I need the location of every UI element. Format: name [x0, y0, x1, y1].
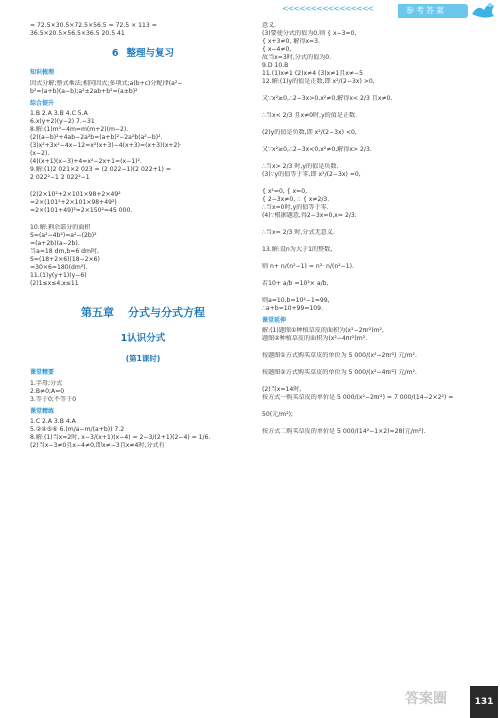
section-tag: 知识梳理	[30, 69, 55, 77]
text-line: 8.解:(1)当x=2时, x−3/(x+1)(x−4) = 2−3/(2+1)(2−4) = 1/6.	[30, 433, 211, 441]
text-line: { x−4≠0,	[262, 46, 292, 53]
header-chevrons: <<<<<<<<<<<<<<<<	[282, 4, 374, 13]
text-line: 意义.	[262, 22, 277, 29]
spacer	[262, 103, 476, 112]
text-line: =2×(101+49)²=2×150²=45 000.	[30, 206, 133, 214]
text-line: =2×(101²+2×101×98+49²)	[30, 198, 117, 206]
heading-number: 第五章	[81, 305, 114, 319]
text-line: 10.解:剩余部分的面积	[30, 223, 91, 231]
text-line: (3)要使分式的值为0,则 { x−3=0,	[262, 30, 357, 37]
page-number: 131	[470, 686, 498, 718]
text-line: 36.5×20.5×56.5×36.5 20.5 41	[30, 30, 125, 37]
left-column	[30, 22, 256, 450]
text-line: 11.(1)y(y+1)(y−6)	[30, 271, 87, 279]
text-line: { 2−3x≠0, ∴ { x≠2/3.	[262, 196, 330, 203]
spacer	[262, 86, 476, 95]
text-line: (2)2×10²+2×101×98+2×49²	[30, 190, 121, 198]
section-heading	[30, 333, 256, 344]
text-line: 1.C 2.A 3.B 4.A	[30, 417, 76, 425]
spacer	[262, 137, 476, 146]
section-tag: 综合提升	[30, 99, 55, 107]
text-line: 9.解:(1)2 021×2 023 = (2 022−1)(2 022+1) =	[30, 165, 171, 173]
section-tag: 课堂精练	[30, 407, 55, 415]
spacer	[30, 215, 256, 224]
chapter-heading	[30, 306, 256, 319]
text-line: 又∵x²≥0,∴2−3x<0,x²≠0,解得x> 2/3.	[262, 146, 372, 153]
text-line: 1.字母;分式	[30, 379, 63, 387]
text-line: 解:(1)题图①种植草皮的面积为(x²−2πr²)m²,	[262, 327, 384, 335]
heading-title: 整理与复习	[126, 48, 175, 59]
text-line: 6.x(y+2)(y−2) 7.−31	[30, 117, 95, 125]
splash-logo-icon	[470, 0, 496, 20]
section-heading	[30, 48, 256, 59]
spacer	[262, 254, 476, 263]
text-line: (3)x²+3x²−4x−12=x²(x+3)−4(x+3)=(x+3)(x+2)·	[30, 141, 182, 149]
text-line: 2.B≠0;A=0	[30, 387, 65, 395]
text-line: ∴当x< 2/3 且x≠0时,y的值是正数.	[262, 112, 358, 119]
text-line: 3.等于0;不等于0	[30, 395, 77, 403]
text-line: { x²=0, { x=0,	[262, 188, 308, 195]
spacer	[262, 179, 476, 188]
lesson-subtitle: (第1课时)	[125, 354, 161, 364]
text-line: 12.解:(1)y的值是正数,即 x²/(2−3x) >0,	[262, 78, 375, 85]
text-line: 题图②种植草皮的面积为(x²−4πr²)m².	[262, 335, 368, 343]
text-line: (x−2).	[30, 149, 50, 157]
text-line: ∴当x> 2/3 时,y的值是负数.	[262, 163, 339, 170]
spacer	[262, 120, 476, 129]
text-line: ∴当x=0时,y的值等于零.	[262, 204, 329, 211]
text-line: 若10+ a/b =10²× a/b,	[262, 280, 329, 287]
text-line: S=(18+2×6)(18−2×6)	[30, 255, 100, 263]
text-line: 5.②④⑤⑥ 6.(m/a−m/(a+b)) 7.2	[30, 425, 125, 433]
text-line: 按题图②方式购买草皮的单价为 5 000/(x²−4πr²) 元/m².	[262, 369, 417, 377]
header-badge: 参考答案	[398, 4, 468, 18]
text-line: (2)(a−b)²+4ab−2a²b=(a+b)²−2a²b(a²−b)².	[30, 133, 163, 141]
text-line: b²=(a+b)(a−b);a²±2ab+b²=(a±b)²	[30, 87, 138, 95]
text-line: 按题图①方式购买草皮的单价为 5 000/(x²−2πr²) 元/m².	[262, 352, 417, 360]
text-line: 2 022²−1 2 022²−1	[30, 173, 90, 181]
spacer	[262, 271, 476, 280]
spacer	[262, 360, 476, 369]
heading-title: 认识分式	[127, 332, 166, 344]
text-line: { x+3≠0, 解得x=3.	[262, 38, 320, 45]
text-line: (2)当x−3≠0且x−4≠0,即x≠−3且x≠4时,分式有	[30, 441, 165, 449]
text-line: (2)y的值是负数,即 x²/(2−3x) <0,	[262, 129, 357, 136]
text-line: (4)(x+1)(x−3)+4=x²−2x+1=(x−1)².	[30, 157, 142, 165]
watermark: 答案圈	[405, 691, 447, 707]
text-line: ∴当x= 2/3 时,分式无意义.	[262, 229, 335, 236]
text-line: 则a=10,b=10²−1=99,	[262, 297, 330, 304]
text-line: (3)∵y的值等于零,即 x²/(2−3x) =0,	[262, 171, 361, 178]
spacer	[262, 154, 476, 163]
text-line: 8.解:(1)m³−4m=m(m+2)(m−2).	[30, 125, 129, 133]
spacer	[262, 343, 476, 352]
text-line: 因式分解;整式乘法;相同因式;多项式;a(b+c)分配律(a²−	[30, 79, 183, 87]
text-line: (2)当x=14时,	[262, 386, 302, 394]
text-line: 故当x=3时,分式的值为0.	[262, 54, 332, 61]
text-line: = 72.5×30.5×72.5×56.5 = 72.5 × 113 =	[30, 22, 157, 29]
spacer	[30, 182, 256, 191]
heading-number: 1	[120, 332, 128, 344]
spacer	[262, 288, 476, 297]
text-line: (2)1≤x≤4,x≤11	[30, 279, 79, 287]
text-line: 又∵x²≥0,∴2−3x>0,x²≠0,解得x< 2/3 且x≠0.	[262, 95, 393, 102]
text-line: (4)∵根据题意,得2−3x=0,x= 2/3.	[262, 212, 357, 219]
text-line: ∴a+b=10+99=109.	[262, 305, 323, 312]
spacer	[262, 377, 476, 386]
text-line: 13.解:设n为大于1的整数,	[262, 246, 333, 253]
text-line: 9.D 10.B	[262, 62, 289, 69]
text-line: 1.B 2.A 3.B 4.C 5.A	[30, 109, 88, 117]
spacer	[262, 419, 476, 428]
spacer	[262, 220, 476, 229]
text-line: 11.(1)x≠1 (2)x≠4 (3)x≠1且x≠−5	[262, 70, 364, 77]
text-line: 则 n+ n/(n²−1) = n²· n/(n²−1).	[262, 263, 354, 270]
text-line: =30×6=180(dm²).	[30, 263, 88, 271]
section-tag: 课堂精要	[30, 369, 55, 377]
text-line: 当a=18 dm,b=6 dm时,	[30, 247, 99, 255]
text-line: 50(元/m²);	[262, 411, 294, 419]
text-line: 按方式一购买草皮的单价是 5 000/(x²−2πr²) = 7 000/(14−2×2²) =	[262, 394, 454, 402]
right-column	[262, 22, 476, 436]
text-line: 按方式二购买草皮的单价是 5 000/(14²−1×2)≈28(元/m²).	[262, 428, 426, 436]
text-line: =(a+2b)(a−2b).	[30, 239, 80, 247]
section-tag: 课堂延伸	[262, 317, 287, 324]
spacer	[262, 237, 476, 246]
heading-number: 6	[111, 48, 119, 59]
heading-title: 分式与分式方程	[128, 305, 205, 319]
spacer	[262, 402, 476, 411]
text-line: S=(a²−4b²)=a²−(2b)²	[30, 231, 97, 239]
